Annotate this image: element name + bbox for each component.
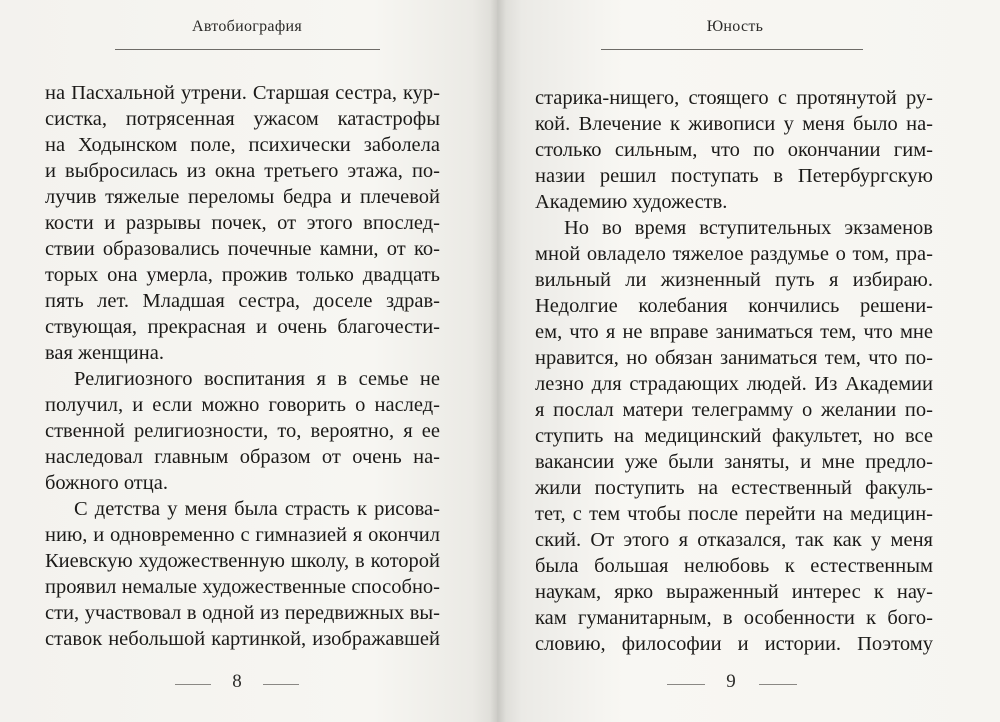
text-line: столько сильным, что по окончании гим- bbox=[535, 139, 933, 161]
text-line: Академию художеств. bbox=[535, 191, 728, 213]
text-line: назии решил поступать в Петербургскую bbox=[535, 165, 933, 187]
right-folio-rule-right bbox=[759, 684, 797, 685]
left-running-head: Автобиография bbox=[191, 18, 303, 35]
left-header-rule bbox=[115, 49, 380, 50]
text-line: вая женщина. bbox=[45, 342, 164, 364]
text-line: была большая нелюбовь к естественным bbox=[535, 555, 933, 577]
text-line: наследовал главным образом от очень на- bbox=[45, 446, 440, 468]
right-running-head: Юность bbox=[706, 18, 764, 35]
text-line: и выбросилась из окна третьего этажа, по- bbox=[45, 160, 440, 182]
text-line: словию, философии и истории. Поэтому bbox=[535, 633, 933, 655]
right-page-number: 9 bbox=[726, 671, 736, 692]
text-line: старика-нищего, стоящего с протянутой ру- bbox=[535, 87, 933, 109]
left-page-number: 8 bbox=[232, 671, 242, 692]
text-line: Религиозного воспитания я в семье не bbox=[74, 368, 440, 390]
text-line: кости и разрывы почек, от этого впослед- bbox=[45, 212, 440, 234]
right-header-rule bbox=[601, 49, 863, 50]
text-line: ставок небольшой картинкой, изображавшей bbox=[45, 628, 440, 650]
left-body-text bbox=[45, 80, 440, 652]
text-line: получил, и если можно говорить о наслед- bbox=[45, 394, 440, 416]
book-gutter bbox=[490, 0, 506, 722]
left-page bbox=[0, 0, 497, 722]
text-line: систка, потрясенная ужасом катастрофы bbox=[45, 108, 440, 130]
text-line: ступить на медицинский факультет, но все bbox=[535, 425, 933, 447]
text-line: на Пасхальной утрени. Старшая сестра, кур- bbox=[45, 82, 440, 104]
text-line: ский. От этого я отказался, так как у меня bbox=[535, 529, 933, 551]
text-line: нравится, но обязан заниматься тем, что по- bbox=[535, 347, 933, 369]
text-line: ем, что я не вправе заниматься тем, что мне bbox=[535, 321, 933, 343]
text-line: вильный ли жизненный путь я избираю. bbox=[535, 269, 933, 291]
text-line: Недолгие колебания кончились решени- bbox=[535, 295, 933, 317]
text-line: нию, и одновременно с гимназией я окончил bbox=[45, 524, 440, 546]
text-line: ственной религиозности, то, вероятно, я ее bbox=[45, 420, 440, 442]
text-line: я послал матери телеграмму о желании по- bbox=[535, 399, 933, 421]
text-line: мной овладело тяжелое раздумье о том, пра- bbox=[535, 243, 933, 265]
text-line: проявил немалые художественные способно- bbox=[45, 576, 440, 598]
text-line: наукам, ярко выраженный интерес к нау- bbox=[535, 581, 933, 603]
text-line: тет, с тем чтобы после перейти на медицин- bbox=[535, 503, 933, 525]
right-page bbox=[497, 0, 1000, 722]
text-line: пять лет. Младшая сестра, доселе здрав- bbox=[45, 290, 440, 312]
text-line: ствии образовались почечные камни, от ко- bbox=[45, 238, 440, 260]
left-folio-rule-right bbox=[263, 684, 299, 685]
right-body-text bbox=[535, 85, 933, 657]
text-line: жили поступить на естественный факуль- bbox=[535, 477, 933, 499]
text-line: вакансии уже были заняты, и мне предло- bbox=[535, 451, 933, 473]
text-line: С детства у меня была страсть к рисова- bbox=[74, 498, 440, 520]
text-line: лезно для страдающих людей. Из Академии bbox=[535, 373, 933, 395]
text-line: лучив тяжелые переломы бедра и плечевой bbox=[45, 186, 440, 208]
text-line: кам гуманитарным, в особенности к бого- bbox=[535, 607, 933, 629]
text-line: Киевскую художественную школу, в которой bbox=[45, 550, 440, 572]
text-line: Но во время вступительных экзаменов bbox=[564, 217, 933, 239]
left-folio-rule-left bbox=[175, 684, 211, 685]
text-line: сти, участвовал в одной из передвижных вы- bbox=[45, 602, 440, 624]
text-line: кой. Влечение к живописи у меня было на- bbox=[535, 113, 933, 135]
text-line: на Ходынском поле, психически заболела bbox=[45, 134, 440, 156]
text-line: ствующая, прекрасная и очень благочести- bbox=[45, 316, 440, 338]
right-folio-rule-left bbox=[667, 684, 705, 685]
text-line: божного отца. bbox=[45, 472, 168, 494]
text-line: торых она умерла, прожив только двадцать bbox=[45, 264, 440, 286]
